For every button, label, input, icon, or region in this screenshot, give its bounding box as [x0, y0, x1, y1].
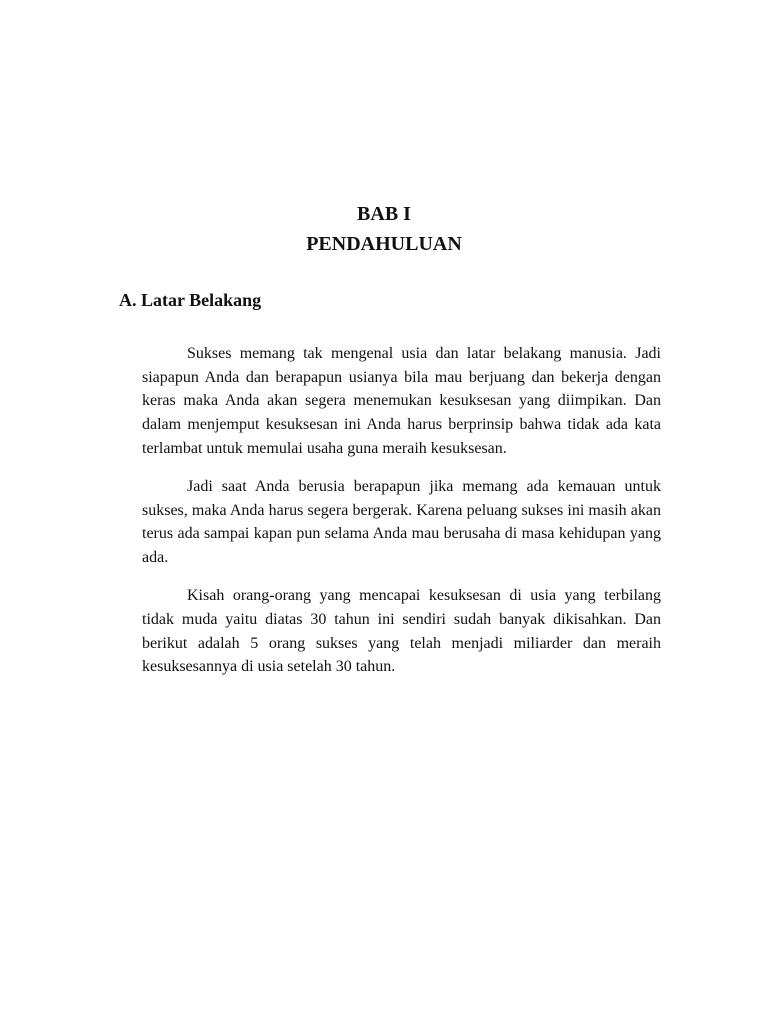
chapter-number: BAB I [357, 203, 411, 225]
paragraph: Jadi saat Anda berusia berapapun jika memang ada kemauan untuk sukses, maka Anda harus segera bergerak. Karena peluang sukses ini masih akan terus ada sampai kapan pun selama Anda mau berusaha di masa kehidupan yang ada. [142, 478, 661, 567]
chapter-heading [0, 199, 768, 259]
section-heading: A. Latar Belakang [119, 290, 262, 310]
paragraph: Kisah orang-orang yang mencapai kesuksesan di usia yang terbilang tidak muda yaitu diatas 30 tahun ini sendiri sudah banyak dikisahkan. Dan berikut adalah 5 orang sukses yang telah menjadi miliarder dan meraih kesuksesannya di usia setelah 30 tahun. [142, 587, 661, 676]
paragraph: Sukses memang tak mengenal usia dan latar belakang manusia. Jadi siapapun Anda dan berapapun usianya bila mau berjuang dan bekerja dengan keras maka Anda akan segera menemukan kesuksesan yang diimpikan. Dan dalam menjemput kesuksesan ini Anda harus berprinsip bahwa tidak ada kata terlambat untuk memulai usaha guna meraih kesuksesan. [142, 345, 661, 457]
chapter-title: PENDAHULUAN [306, 233, 462, 255]
body-text [142, 342, 661, 694]
